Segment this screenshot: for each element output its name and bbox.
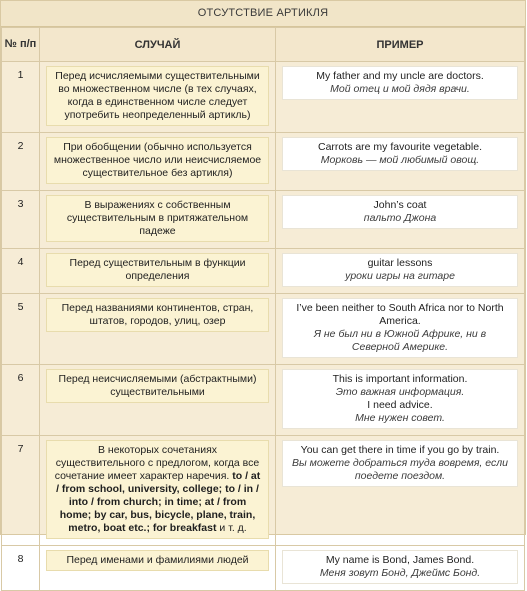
example-box bbox=[282, 298, 518, 358]
table-row bbox=[2, 365, 525, 436]
example-cell bbox=[276, 249, 525, 294]
case-cell bbox=[40, 249, 276, 294]
case-cell bbox=[40, 436, 276, 546]
translation-text: Мне нужен совет. bbox=[355, 412, 445, 424]
row-number: 1 bbox=[2, 62, 40, 133]
table-row bbox=[2, 191, 525, 249]
case-text bbox=[46, 440, 269, 539]
example-text: guitar lessons bbox=[367, 257, 433, 269]
example-box bbox=[282, 369, 518, 429]
row-number: 7 bbox=[2, 436, 40, 546]
row-number: 4 bbox=[2, 249, 40, 294]
example-cell bbox=[276, 546, 525, 591]
translation-text: Морковь — мой любимый овощ. bbox=[320, 154, 480, 166]
example-text: My name is Bond, James Bond. bbox=[325, 554, 475, 566]
header-example: ПРИМЕР bbox=[276, 28, 525, 62]
example-text: John’s coat bbox=[373, 199, 427, 211]
case-cell bbox=[40, 62, 276, 133]
table-row bbox=[2, 546, 525, 591]
translation-text: Мой отец и мой дядя врачи. bbox=[330, 83, 470, 95]
case-text: Перед неисчисляемыми (абстрактными) существительными bbox=[46, 369, 269, 403]
example-cell bbox=[276, 133, 525, 191]
case-text: Перед существительным в функции определения bbox=[46, 253, 269, 287]
translation-text: пальто Джона bbox=[363, 212, 437, 224]
example-text: You can get there in time if you go by train. bbox=[300, 444, 500, 456]
case-cell bbox=[40, 365, 276, 436]
row-number: 8 bbox=[2, 546, 40, 591]
row-number: 6 bbox=[2, 365, 40, 436]
case-text-tail: и т. д. bbox=[219, 522, 247, 534]
example-text: I need advice. bbox=[367, 399, 433, 411]
case-text: В выражениях с собственным существительным в притяжательном падеже bbox=[46, 195, 269, 242]
case-text: Перед названиями континентов, стран, штатов, городов, улиц, озер bbox=[46, 298, 269, 332]
example-box bbox=[282, 195, 518, 229]
header-case: СЛУЧАЙ bbox=[40, 28, 276, 62]
table-title: ОТСУТСТВИЕ АРТИКЛЯ bbox=[1, 1, 525, 27]
case-text: Перед именами и фамилиями людей bbox=[46, 550, 269, 571]
example-cell bbox=[276, 62, 525, 133]
example-cell bbox=[276, 191, 525, 249]
case-text: Перед исчисляемыми существительными во множественном числе (в тех случаях, когда в единственном числе следует употребить неопределенный артикль) bbox=[46, 66, 269, 126]
row-number: 5 bbox=[2, 294, 40, 365]
example-box bbox=[282, 550, 518, 584]
table-row bbox=[2, 133, 525, 191]
rules-table bbox=[1, 27, 525, 591]
case-text-phrases: to / at / from school, university, college; to / in / into / from church; in time; at / from home; by car, bus, bicycle, plane, train, metro, boat etc.; for breakfast bbox=[56, 470, 261, 534]
translation-text: Вы можете добраться туда вовремя, если поедете поездом. bbox=[291, 457, 508, 482]
table-header-row bbox=[2, 28, 525, 62]
example-text: My father and my uncle are doctors. bbox=[316, 70, 484, 82]
table-row bbox=[2, 249, 525, 294]
translation-text: Меня зовут Бонд, Джеймс Бонд. bbox=[319, 567, 481, 579]
translation-text: Я не был ни в Южной Африке, ни в Северной Америке. bbox=[313, 328, 487, 353]
case-cell bbox=[40, 133, 276, 191]
example-box bbox=[282, 440, 518, 487]
table-row bbox=[2, 436, 525, 546]
header-num: № п/п bbox=[2, 28, 40, 62]
case-cell bbox=[40, 546, 276, 591]
case-text: При обобщении (обычно используется множественное число или неисчисляемое существительное без артикля) bbox=[46, 137, 269, 184]
case-cell bbox=[40, 294, 276, 365]
translation-text: уроки игры на гитаре bbox=[345, 270, 455, 282]
example-text: Carrots are my favourite vegetable. bbox=[318, 141, 482, 153]
example-text: This is important information. bbox=[332, 373, 468, 385]
example-cell bbox=[276, 294, 525, 365]
example-box bbox=[282, 253, 518, 287]
translation-text: Это важная информация. bbox=[335, 386, 465, 398]
row-number: 3 bbox=[2, 191, 40, 249]
case-cell bbox=[40, 191, 276, 249]
table-row bbox=[2, 294, 525, 365]
row-number: 2 bbox=[2, 133, 40, 191]
table-row bbox=[2, 62, 525, 133]
example-box bbox=[282, 137, 518, 171]
example-text: I’ve been neither to South Africa nor to North America. bbox=[296, 302, 504, 327]
case-text-intro: В некоторых сочетаниях существительного с предлогом, когда все сочетание имеет характер наречия. bbox=[54, 444, 260, 482]
example-cell bbox=[276, 365, 525, 436]
example-cell bbox=[276, 436, 525, 546]
example-box bbox=[282, 66, 518, 100]
